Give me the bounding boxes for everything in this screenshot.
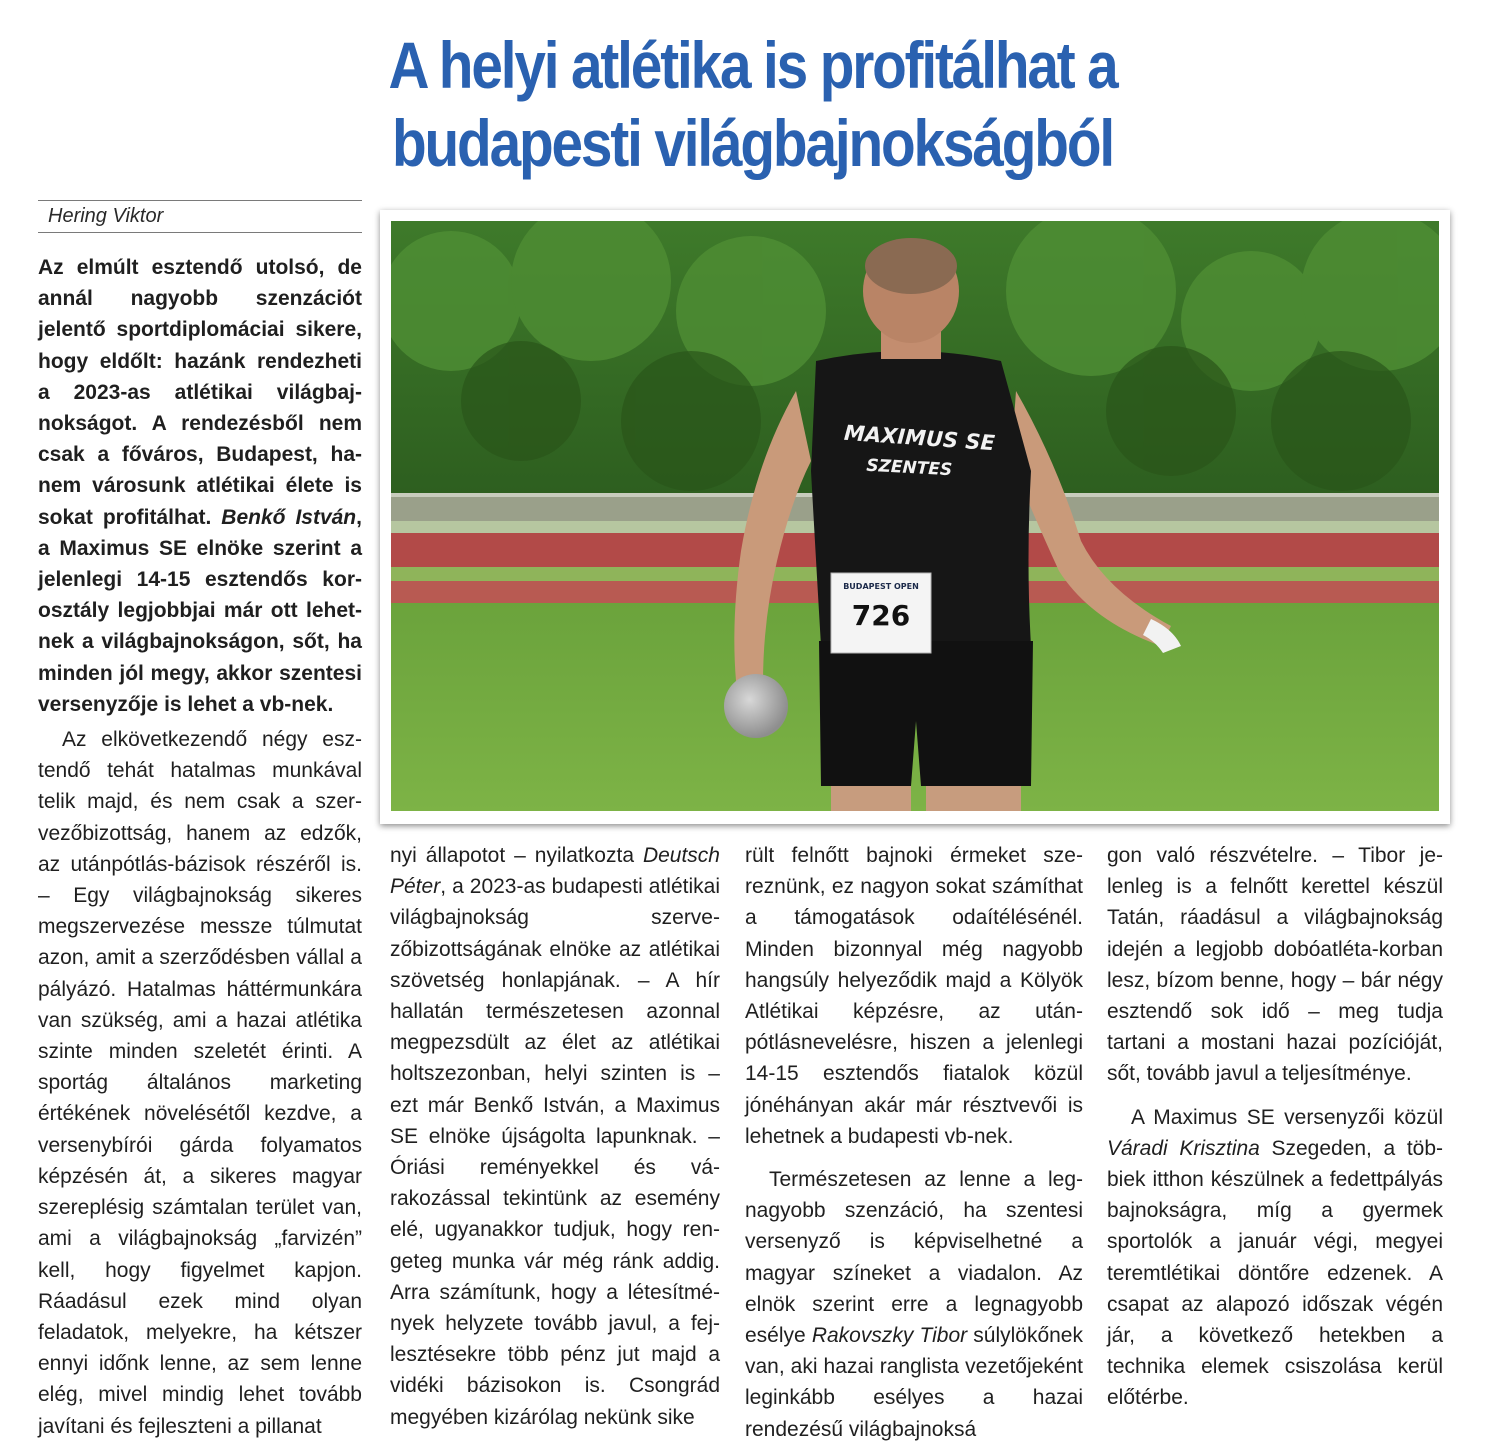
body-paragraph xyxy=(390,840,720,1433)
body-text: A Maximus SE versenyzői közül xyxy=(1131,1105,1443,1129)
body-paragraph xyxy=(745,1164,1083,1445)
article-title xyxy=(105,26,1399,182)
title-line-2: budapesti világbajnokságból xyxy=(392,106,1113,180)
athlete-photo xyxy=(391,221,1439,811)
bib-header: BUDAPEST OPEN xyxy=(843,582,919,591)
author-byline: Hering Viktor xyxy=(48,205,164,227)
person-name: Váradi Krisztina xyxy=(1107,1136,1260,1160)
body-text: Szegeden, a többiek itthon készülnek a fedettpályás bajnokságra, míg a gyermek sportolók a január végi, megyei teremtlétikai döntőre edzenek. A csapat az alapozó időszak végén jár, a következő hetekben a technika elemek csiszolása kerül előtérbe. xyxy=(1107,1136,1444,1410)
bib-number: 726 xyxy=(851,599,911,632)
body-text: , a 2023-as budapesti atlétikai világbajnokság szervezőbizottságának elnöke az atlétikai szövetség honlapjának. – A hír hallatán természetesen azonnal megpezsdült az élet az atlétikai holtszezonban, helyi szinten is – ezt már Benkő István, a Maximus SE elnöke újságolta lapunknak. – Óriási reményekkel és várakozással tekintünk az esemény elé, ugyanakkor tudjuk, hogy rengeteg munka vár még ránk addig. Arra számítunk, hogy a létesítmények helyzete tovább javul, a fejlesztésekre több pénz jut majd a vidéki bázisokon is. Csongrád megyében kizárólag nekünk sike xyxy=(390,875,720,1429)
body-text: nyi állapotot – nyilatkozta xyxy=(390,844,643,867)
author-rule-top xyxy=(38,200,362,201)
person-name: Rakovszky Tibor xyxy=(811,1324,968,1348)
body-text: Természetesen az lenne a legnagyobb szenzáció, ha szentesi versenyző is képviselhetné a magyar színeket a viadalon. Az elnök szerint erre a legnagyobb esélye xyxy=(745,1168,1083,1348)
lead-paragraph xyxy=(38,252,362,720)
author-rule-bottom xyxy=(38,232,362,233)
column-3 xyxy=(745,840,1083,1445)
lead-text-b: , a Maximus SE elnöke szerint a jelenlegi 14-15 esztendős korosztály legjobbjai már ott lehetnek a világbajnokságon, sőt, ha minden jól megy, akkor szentesi versenyzője is lehet a vb-nek. xyxy=(38,505,362,716)
person-name: Deutsch Péter xyxy=(390,844,720,899)
column-2 xyxy=(390,840,720,1433)
body-paragraph: gon való részvételre. – Tibor jelenleg is a felnőtt kerettel készül Tatán, ráadásul a világbajnokság idején a legjobb dobóatléta-korban lesz, bízom benne, hogy – bár négy esztendő sok idő – meg tudja tartani a mostani hazai pozícióját, sőt, tovább javul a teljesítménye. xyxy=(1107,844,1443,1086)
column-1 xyxy=(38,252,362,1442)
body-paragraph: rült felnőtt bajnoki érmeket szereznünk, ez nagyon sokat számíthat a támogatások odaítélésénél. Minden bizonnyal még nagyobb hangsúly helyeződik majd a Kölyök Atlétikai képzésre, az utánpótlásnevelésre, hiszen a jelenlegi 14-15 esztendős fiatalok közül jónéhányan akár már résztvevői is lehetnek a budapesti vb-nek. xyxy=(745,844,1083,1148)
lead-text-a: Az elmúlt esztendő utolsó, de annál nagyobb szenzációt jelentő sportdiplomáciai sikere, hogy eldőlt: hazánk rendezheti a 2023-as atlétikai világbajnokságot. A rendezésből nem csak a főváros, Budapest, hanem városunk atlétikai élete is sokat profitálhat. xyxy=(38,256,362,529)
body-paragraph xyxy=(1107,1102,1443,1414)
title-line-1: A helyi atlétika is profitálhat a xyxy=(388,28,1117,102)
body-text: súlylökőnek van, aki hazai ranglista vezetőjeként leginkább esélyes a hazai rendezésű világbajnoksá xyxy=(745,1324,1083,1441)
shirt-line-1: MAXIMUS SE xyxy=(843,420,996,456)
shirt-line-2: SZENTES xyxy=(865,455,953,481)
column-4 xyxy=(1107,840,1443,1414)
person-name: Benkő István xyxy=(221,505,357,529)
body-paragraph: Az elkövetkezendő négy esztendő tehát hatalmas munkával telik majd, és nem csak a szervezőbizottság, hanem az edzők, az utánpótlás-bázisok részéről is. – Egy világbajnokság sikeres megszervezése messze túlmutat azon, amit a szerződésben vállal a pályázó. Hatalmas háttérmunkára van szükség, ami a hazai atlétika szinte minden szeletét érinti. A sportág általános marketing értékének növelésétől kezdve, a versenybírói gárda folyamatos képzésén át, a sikeres magyar szereplésig számtalan terület van, ami a világbajnokság „farvizén” kell, hogy figyelmet kapjon. Ráadásul ezek mind olyan feladatok, melyekre, ha kétszer ennyi időnk lenne, az sem lenne elég, mivel mindig lehet tovább javítani és fejleszteni a pillanat xyxy=(38,728,362,1438)
